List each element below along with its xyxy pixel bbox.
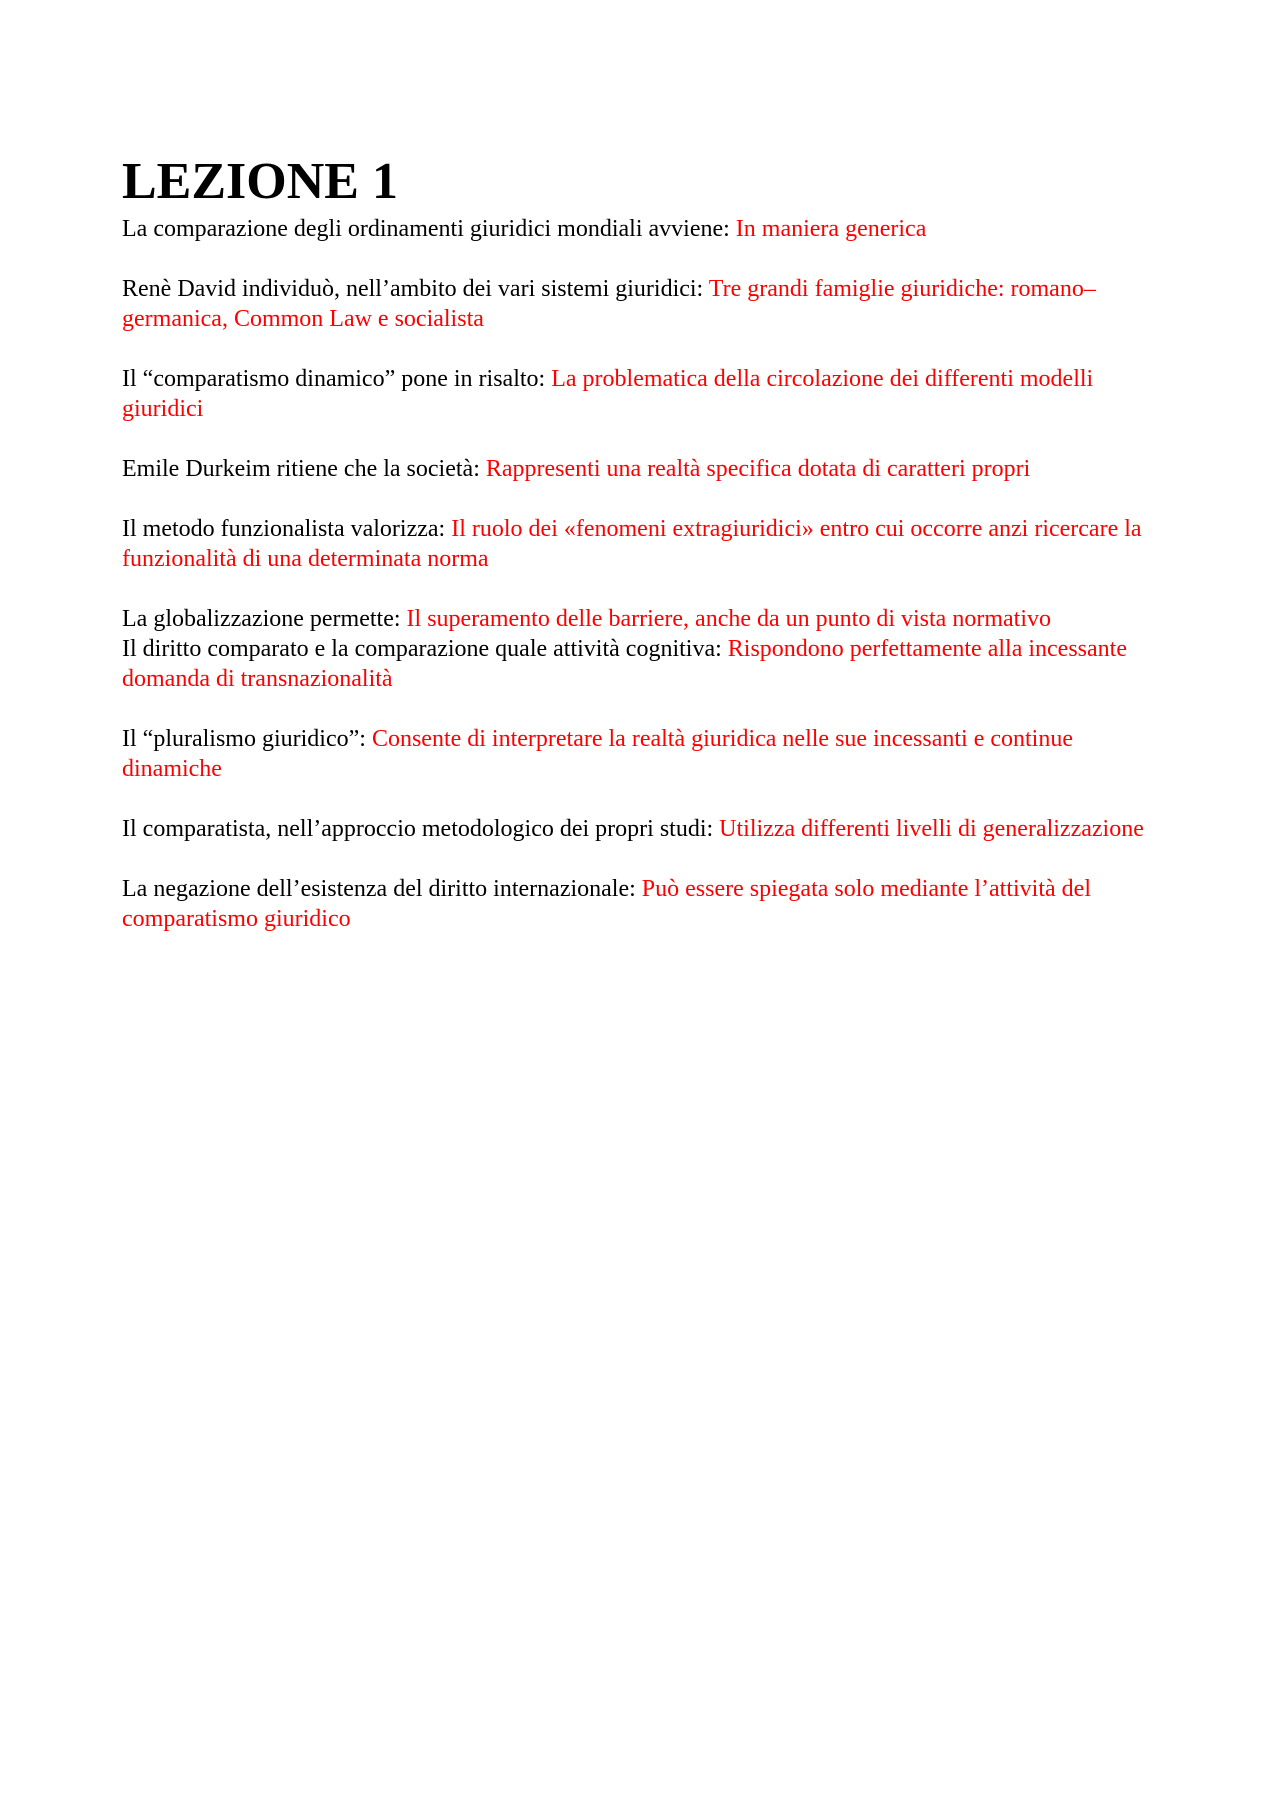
qa-item-8	[122, 724, 1162, 784]
question-text: Il “pluralismo giuridico”:	[122, 726, 372, 752]
question-text: La negazione dell’esistenza del diritto internazionale:	[122, 876, 642, 902]
answer-text: Il ruolo dei «fenomeni extragiuridici» entro cui occorre anzi ricercare la funzionalità di una determinata norma	[122, 516, 1142, 572]
question-text: Emile Durkeim ritiene che la società:	[122, 456, 486, 482]
qa-item-6	[122, 604, 1162, 634]
document-page	[122, 150, 1162, 934]
qa-item-5	[122, 514, 1162, 574]
answer-text: La problematica della circolazione dei differenti modelli giuridici	[122, 366, 1094, 422]
qa-item-3	[122, 364, 1162, 424]
question-text: La comparazione degli ordinamenti giuridici mondiali avviene:	[122, 216, 736, 242]
qa-item-1	[122, 214, 1162, 244]
answer-text: In maniera generica	[735, 216, 927, 242]
question-text: Il metodo funzionalista valorizza:	[122, 516, 452, 542]
answer-text: Rispondono perfettamente alla incessante domanda di transnazionalità	[122, 636, 1127, 692]
answer-text: Tre grandi famiglie giuridiche: romano–germanica, Common Law e socialista	[122, 276, 1096, 332]
qa-item-7	[122, 634, 1162, 694]
qa-item-4	[122, 454, 1162, 484]
page-title: LEZIONE 1	[122, 153, 398, 210]
question-text: Il comparatista, nell’approccio metodologico dei propri studi:	[122, 816, 720, 842]
question-text: Renè David individuò, nell’ambito dei vari sistemi giuridici:	[122, 276, 709, 302]
answer-text: Utilizza differenti livelli di generalizzazione	[719, 816, 1144, 842]
qa-item-10	[122, 874, 1162, 934]
answer-text: Il superamento delle barriere, anche da un punto di vista normativo	[406, 606, 1051, 632]
question-text: Il diritto comparato e la comparazione quale attività cognitiva:	[122, 636, 728, 662]
answer-text: Consente di interpretare la realtà giuridica nelle sue incessanti e continue dinamiche	[122, 726, 1073, 782]
question-text: Il “comparatismo dinamico” pone in risalto:	[122, 366, 552, 392]
qa-item-9	[122, 814, 1162, 844]
answer-text: Può essere spiegata solo mediante l’attività del comparatismo giuridico	[122, 876, 1091, 932]
qa-item-2	[122, 274, 1162, 334]
answer-text: Rappresenti una realtà specifica dotata di caratteri propri	[485, 456, 1031, 482]
question-text: La globalizzazione permette:	[122, 606, 407, 632]
